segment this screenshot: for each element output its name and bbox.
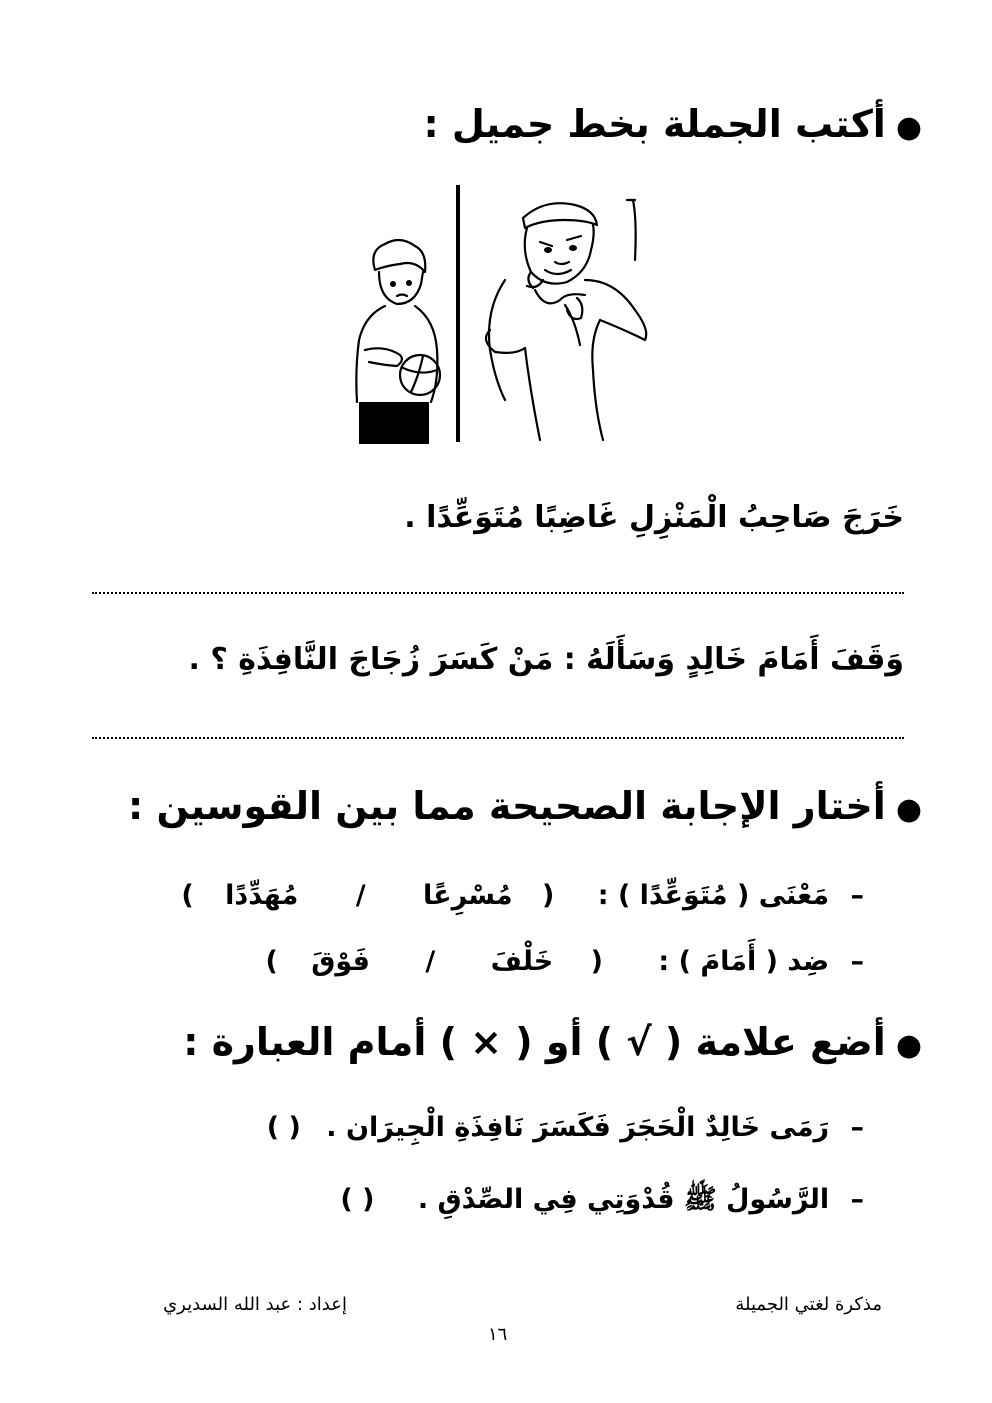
mark-item-2: [340, 1182, 864, 1222]
bullet-icon: ●: [895, 1028, 922, 1063]
mark-title-text: أضع علامة ( √ ) أو ( × ) أمام العبارة :: [183, 1020, 886, 1064]
footer-author: إعداد : عبد الله السديري: [163, 1294, 347, 1315]
option-separator: /: [355, 880, 366, 911]
page-number: ١٦: [488, 1324, 508, 1345]
bullet-icon: ●: [895, 792, 922, 827]
write-section-title: [423, 102, 922, 146]
answer-box[interactable]: ( ): [266, 1112, 301, 1143]
statement-text: الرَّسُولُ ﷺ قُدْوَتِي فِي الصِّدْقِ .: [417, 1184, 830, 1215]
man-at-door-and-boy-with-ball-icon: [345, 180, 655, 450]
option-a[interactable]: مُسْرِعًا: [423, 880, 513, 911]
option-b[interactable]: فَوْقَ: [311, 946, 370, 977]
close-paren: ): [265, 946, 278, 977]
write-sentence-2: وَقَفَ أَمَامَ خَالِدٍ وَسَأَلَهُ : مَنْ كَسَرَ زُجَاجَ النَّافِذَةِ ؟ .: [188, 642, 904, 677]
choose-section-title: [128, 784, 922, 828]
choice-item-2: [265, 946, 864, 977]
choice-prompt: مَعْنَى ( مُتَوَعِّدًا ) :: [597, 880, 830, 911]
mark-section-title: [183, 1020, 922, 1064]
option-b[interactable]: مُهَدِّدًا: [225, 880, 299, 911]
open-paren: (: [542, 880, 555, 911]
write-title-text: أكتب الجملة بخط جميل :: [423, 102, 886, 146]
mark-item-1: [267, 1112, 864, 1143]
choose-title-text: أختار الإجابة الصحيحة مما بين القوسين :: [128, 784, 886, 828]
option-separator: /: [425, 946, 436, 977]
dash: –: [850, 1112, 864, 1143]
bullet-icon: ●: [895, 110, 922, 145]
dash: –: [850, 1184, 864, 1215]
statement-text: رَمَى خَالِدٌ الْحَجَرَ فَكَسَرَ نَافِذَةِ الْجِيرَان .: [326, 1112, 830, 1143]
option-a[interactable]: خَلْفَ: [490, 946, 554, 977]
open-paren: (: [590, 946, 604, 977]
dash: –: [850, 946, 864, 977]
footer-book-title: مذكرة لغتي الجميلة: [735, 1294, 882, 1315]
choice-prompt: ضِد ( أَمَامَ ) :: [658, 946, 830, 977]
dash: –: [850, 880, 864, 911]
choice-item-1: [181, 880, 864, 911]
writing-line-2[interactable]: [92, 737, 904, 739]
write-sentence-1: خَرَجَ صَاحِبُ الْمَنْزِلِ غَاضِبًا مُتَوَعِّدًا .: [404, 500, 904, 535]
writing-line-1[interactable]: [92, 592, 904, 594]
close-paren: ): [181, 880, 194, 911]
answer-box[interactable]: ( ): [340, 1184, 375, 1215]
